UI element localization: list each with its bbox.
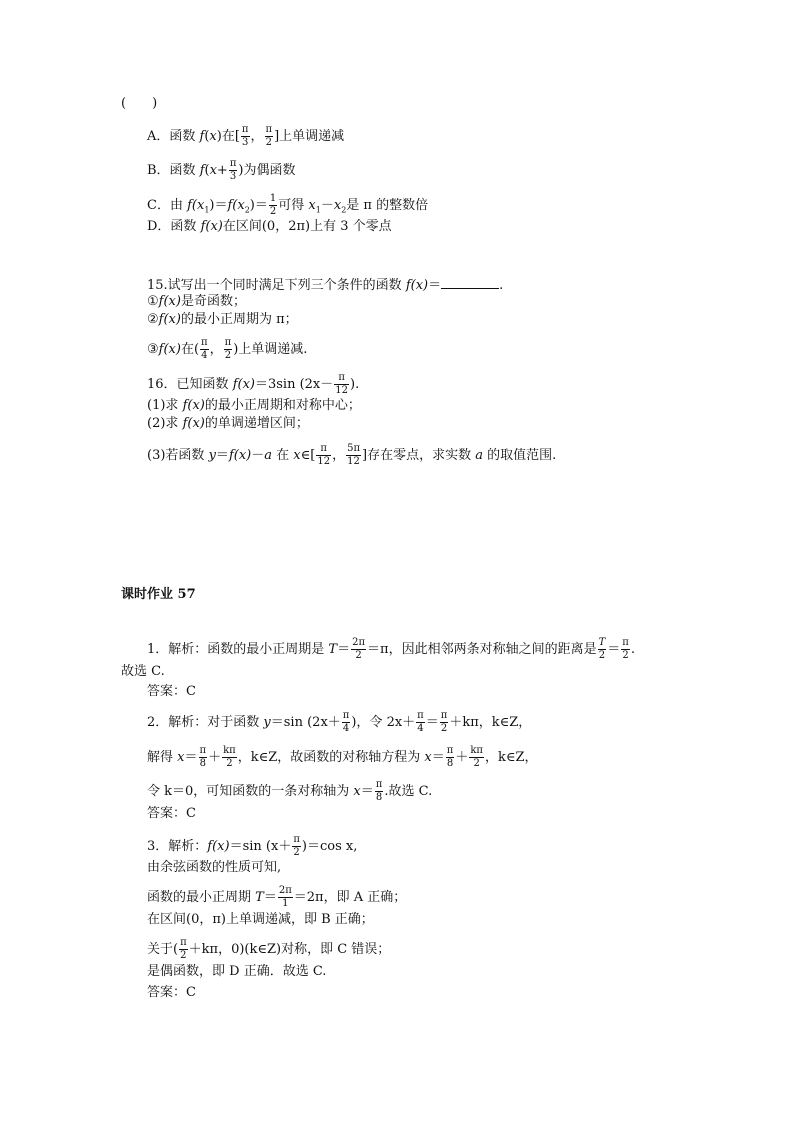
text: x <box>209 129 217 144</box>
text: f <box>158 312 164 327</box>
text: (x) <box>205 219 223 234</box>
text: x <box>333 198 342 213</box>
text: ∈[ <box>300 448 316 463</box>
numerator: π <box>199 745 207 756</box>
answer-blank[interactable] <box>441 276 499 289</box>
q14-paren: ( ) <box>121 96 158 111</box>
text: f <box>182 416 188 431</box>
text: . <box>630 642 635 657</box>
subscript: 2 <box>244 205 250 215</box>
numerator: T <box>598 637 606 648</box>
text: － <box>251 448 265 463</box>
answer-1-key: 答案：C <box>147 684 196 699</box>
text: ＝3sin (2x－ <box>254 377 334 392</box>
fraction <box>346 443 361 468</box>
numerator: 2π <box>352 637 366 648</box>
text: f <box>199 163 205 178</box>
text: (x <box>191 198 205 213</box>
fraction <box>416 710 425 735</box>
text: 3．解析： <box>147 839 208 854</box>
numerator: π <box>446 745 454 756</box>
numerator: π <box>622 637 629 648</box>
text: x <box>177 750 185 765</box>
text: )＝ <box>209 198 228 213</box>
subscript: 1 <box>315 205 321 215</box>
text: D．函数 <box>147 219 201 234</box>
fraction <box>351 637 366 662</box>
text: ＝ <box>184 750 198 765</box>
text: ( <box>204 129 210 144</box>
q15-condition-3 <box>147 337 307 362</box>
q16-stem <box>147 372 359 397</box>
answer-2-line-3 <box>147 779 432 804</box>
text: 解得 <box>147 750 178 765</box>
fraction <box>241 124 250 149</box>
text: f <box>187 198 192 213</box>
answer-3-line-6: 是偶函数，即 D 正确．故选 C. <box>147 964 327 979</box>
text: f <box>405 278 411 293</box>
text: a <box>264 448 273 463</box>
fraction <box>334 372 349 397</box>
fraction <box>598 637 607 662</box>
text: f <box>199 129 205 144</box>
numerator: π <box>316 443 331 456</box>
denominator: 12 <box>317 456 331 467</box>
text: x <box>424 750 432 765</box>
text: x <box>308 198 316 213</box>
text: (x <box>232 198 245 213</box>
text: T <box>328 642 338 657</box>
text: 15.试写出一个同时满足下列三个条件的函数 <box>147 278 406 293</box>
text: ＋ <box>455 750 469 765</box>
q15-stem <box>147 276 503 294</box>
answer-3-line-4: 在区间(0，π)上单调递减，即 B 正确； <box>147 912 374 927</box>
text: C．由 <box>147 198 188 213</box>
text: (x) <box>163 312 181 327</box>
text: 可得 <box>278 198 309 213</box>
denominator: 12 <box>347 456 360 467</box>
text: x <box>293 448 301 463</box>
fraction <box>621 637 630 662</box>
denominator: 2 <box>473 758 480 769</box>
denominator: 2 <box>224 350 232 361</box>
answer-3-line-2: 由余弦函数的性质可知, <box>147 860 282 875</box>
text: 是奇函数； <box>180 294 246 309</box>
answer-1-line-2: 故选 C. <box>121 664 165 679</box>
text: ＋kπ，0)(k∈Z)对称，即 C 错误； <box>188 942 391 957</box>
text: ]存在零点，求实数 <box>362 448 476 463</box>
q14-option-c <box>147 193 428 219</box>
numerator: π <box>229 158 237 169</box>
answer-3-key: 答案：C <box>147 985 196 1000</box>
denominator: 2 <box>622 650 629 661</box>
text: ， <box>332 448 346 463</box>
numerator: kπ <box>223 745 236 756</box>
denominator: 4 <box>201 350 208 361</box>
q16-part-1 <box>147 398 361 414</box>
text: (x) <box>187 398 205 413</box>
text: ， <box>250 129 264 144</box>
denominator: 8 <box>375 792 383 803</box>
text: ，k∈Z，故函数的对称轴方程为 <box>237 750 425 765</box>
q16-part-2 <box>147 416 309 432</box>
fraction <box>200 337 209 362</box>
text: f <box>182 398 188 413</box>
answer-3-line-5 <box>147 937 390 962</box>
denominator: 12 <box>335 385 348 396</box>
text: B．函数 <box>147 163 200 178</box>
denominator: 2 <box>180 950 187 961</box>
text: (x) <box>163 342 181 357</box>
fraction <box>292 834 301 859</box>
text: ＝ <box>428 278 442 293</box>
text: y <box>208 448 216 463</box>
q15-condition-2 <box>147 312 298 328</box>
numerator: π <box>293 834 300 845</box>
numerator: π <box>417 710 424 721</box>
numerator: π <box>180 937 187 948</box>
text: 在 <box>272 448 294 463</box>
text: ， <box>209 342 223 357</box>
denominator: 8 <box>446 758 454 769</box>
denominator: 2 <box>265 137 272 148</box>
text: f <box>158 342 164 357</box>
text: x <box>209 163 217 178</box>
text: ＝2π，即 A 正确； <box>293 890 407 905</box>
answer-2-line-2 <box>147 745 538 770</box>
text: + <box>216 163 228 178</box>
fraction <box>469 745 484 770</box>
fraction <box>224 337 233 362</box>
denominator: 2 <box>355 650 362 661</box>
text: ). <box>350 377 360 392</box>
text: ＝ <box>607 642 621 657</box>
subscript: 1 <box>204 205 210 215</box>
text: 关于( <box>147 942 179 957</box>
denominator: 4 <box>342 723 350 734</box>
numerator: π <box>375 779 383 790</box>
denominator: 3 <box>242 137 249 148</box>
text: f <box>228 448 234 463</box>
text: 2．解析：对于函数 <box>147 715 264 730</box>
text: )为偶函数 <box>238 163 296 178</box>
text: ＝ <box>431 750 445 765</box>
numerator: 1 <box>269 193 277 204</box>
fraction <box>229 158 238 183</box>
denominator: 2 <box>598 650 606 661</box>
text: f <box>207 839 213 854</box>
numerator: π <box>265 124 273 135</box>
text: ③ <box>147 342 159 357</box>
numerator: π <box>342 710 350 721</box>
text: (x) <box>233 448 252 463</box>
text: 令 k＝0，可知函数的一条对称轴为 <box>147 784 354 799</box>
text: ，k∈Z， <box>485 750 538 765</box>
answer-1-line-1 <box>147 637 635 662</box>
text: 是 π 的整数倍 <box>346 198 429 213</box>
q14-option-b <box>147 158 295 183</box>
text: x <box>353 784 361 799</box>
text: f <box>158 294 164 309</box>
fraction <box>440 710 449 735</box>
fraction <box>316 443 331 468</box>
text: ＝sin (2x＋ <box>270 715 341 730</box>
q15-condition-1 <box>147 294 246 310</box>
text: 1．解析：函数的最小正周期是 <box>147 642 329 657</box>
fraction <box>265 124 274 149</box>
fraction <box>342 710 351 735</box>
text: ＝ <box>263 890 277 905</box>
numerator: π <box>224 337 232 348</box>
denominator: 2 <box>269 206 277 217</box>
text: )在[ <box>216 129 240 144</box>
answer-3-line-3 <box>147 885 406 910</box>
text: .故选 C. <box>384 784 433 799</box>
text: 的取值范围. <box>483 448 557 463</box>
text: )，令 2x＋ <box>351 715 416 730</box>
text: ＝ <box>425 715 439 730</box>
fraction <box>269 193 277 218</box>
text: )＝cos x, <box>301 839 358 854</box>
denominator: 3 <box>229 171 237 182</box>
text: (x) <box>410 278 429 293</box>
text: 在( <box>180 342 200 357</box>
text: (3)若函数 <box>147 448 209 463</box>
text: 的最小正周期为 π； <box>180 312 298 327</box>
numerator: 2π <box>278 885 292 896</box>
q14-option-d <box>147 219 392 235</box>
subscript: 2 <box>341 205 347 215</box>
text: ＋ <box>208 750 222 765</box>
text: f <box>200 219 206 234</box>
fraction <box>446 745 455 770</box>
text: 的单调递增区间； <box>204 416 309 431</box>
text: (x) <box>212 839 230 854</box>
text: a <box>475 448 483 463</box>
numerator: π <box>201 337 208 348</box>
answer-3-line-1 <box>147 834 357 859</box>
text: . <box>499 278 504 293</box>
text: ＝ <box>360 784 374 799</box>
text: ① <box>147 294 159 309</box>
fraction <box>375 779 384 804</box>
fraction <box>222 745 237 770</box>
text: (x) <box>163 294 181 309</box>
numerator: kπ <box>470 745 483 756</box>
text: (x) <box>187 416 205 431</box>
text: 16．已知函数 <box>147 377 233 392</box>
q14-option-a <box>147 124 344 149</box>
text: y <box>263 715 271 730</box>
denominator: 1 <box>282 898 289 909</box>
text: )＝ <box>249 198 268 213</box>
fraction <box>199 745 208 770</box>
text: )上单调递减. <box>233 342 308 357</box>
fraction <box>278 885 293 910</box>
denominator: 4 <box>417 723 424 734</box>
text: 在区间(0，2π)上有 3 个零点 <box>222 219 392 234</box>
text: 的最小正周期和对称中心； <box>204 398 361 413</box>
text: f <box>227 198 233 213</box>
answers-title: 课时作业 57 <box>121 587 196 602</box>
text: ( <box>204 163 210 178</box>
denominator: 8 <box>199 758 206 769</box>
text: ② <box>147 312 159 327</box>
denominator: 2 <box>293 847 300 858</box>
text: ＝π，因此相邻两条对称轴之间的距离是 <box>367 642 597 657</box>
fraction <box>179 937 188 962</box>
q16-part-3 <box>147 443 556 468</box>
answer-2-line-1 <box>147 710 531 735</box>
numerator: 5π <box>347 443 361 454</box>
text: A．函数 <box>147 129 200 144</box>
text: ＋kπ，k∈Z， <box>449 715 532 730</box>
text: (2)求 <box>147 416 183 431</box>
text: ＝ <box>215 448 229 463</box>
text: f <box>232 377 238 392</box>
denominator: 2 <box>226 758 233 769</box>
text: ]上单调递减 <box>274 129 345 144</box>
numerator: π <box>440 710 448 721</box>
text: ＝sin (x＋ <box>229 839 292 854</box>
denominator: 2 <box>440 723 448 734</box>
text: (x) <box>237 377 255 392</box>
text: 函数的最小正周期 <box>147 890 256 905</box>
text: － <box>320 198 334 213</box>
numerator: π <box>241 124 249 135</box>
text: (1)求 <box>147 398 183 413</box>
text: ＝ <box>337 642 351 657</box>
answer-2-key: 答案：C <box>147 806 196 821</box>
text: T <box>255 890 264 905</box>
numerator: π <box>334 372 349 385</box>
